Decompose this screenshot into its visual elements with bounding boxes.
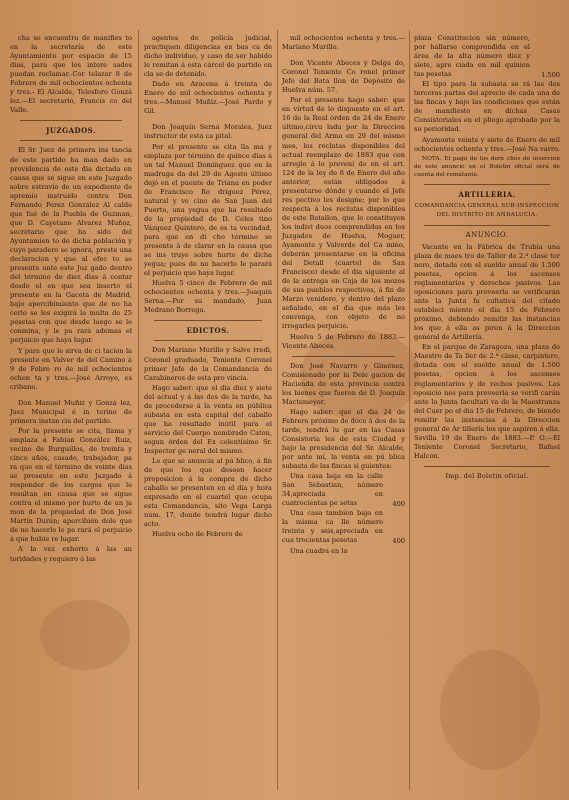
auction-item (282, 472, 405, 509)
notice-note: NOTA. El pago de los dere chos de insercion de este anuncio en el Boletin oficial será de cuenta del rematante. (414, 155, 560, 178)
column-1 (10, 34, 132, 565)
column-2 (144, 34, 272, 540)
notice-paragraph: Dado en Aracena á treinta de Enero de mil ochocientos ochenta y tres.—Manuel Muñiz.—José Pardo y Gil. (144, 80, 272, 116)
notice-heading: Don José Navarro y Giménez, Comisionado por la Dele gacion de Hacienda de esta provincia contra los bienes que fueron de D. Joaquín Mactemeyor. (282, 361, 405, 406)
auction-item (282, 509, 405, 546)
notice-paragraph: Huelva ocho de Febrero de (152, 530, 243, 539)
divider (424, 466, 550, 467)
divider (20, 120, 122, 121)
column-rule (138, 30, 139, 790)
auction-item-description: Una casa baja en la calle San Sebastian, número 34,apreciada en cuatrocientas pe setas (282, 472, 383, 508)
notice-paragraph: Hago saber: que el dia 24 de Febrero próximo de doce á dos de la tarde, tendrá lu gar en las Casas Consistoria les de esta Ciudad y bajo la presidencia del Sr. Alcalde, por ante mí, la venta en pú blica subasta de las fincas si guientes: (282, 407, 405, 471)
auction-item-amount: 1.500 (541, 71, 560, 80)
imprint-footer: Imp. del Boletin oficial. (445, 471, 529, 480)
notice-paragraph: El Sr. Juez de primera ins tancia de este partido ha man dado en providencia de este dia dictada en causa que se sigue en este Juzgado sobre estravío de un expediente de apremio instruido contra Don Fernando Pérez González Al calde que fué de la Puebla de Guzman, que D. Cayetano Alvarez Muñoz, secretario que ha sido del Ayuntamien to de dicha población y cuyo paradero se ignora, preste una declaracion y que al efec to se presente ante este Juz gado dentro del término de diez dias á contar desde el en que sea inserto el presente en la Gaceta de Madrid, bajo apercibimiento que de no ha cerlo se les exigirá la multa de 25 pesetas con que desde luego se le conmina, y le pa rará ademas el perjuicio que haya lugar. (10, 146, 132, 345)
notice-paragraph: cha se encuentra de manifies to en la secretaría de este Ayuntamiento por espacio de 15 dias, para que los intere sados puedan reclamar.-Cor telazar 8 de Febrero de mil ochocientos ochenta y tres.- El Alcalde, Telesforo Gonzá lez.—El secretario, Francis co del Valle. (10, 34, 132, 115)
notice-paragraph: A la vez exhorto á las au toridades y requiero á las (10, 545, 132, 563)
column-3 (282, 34, 405, 557)
notice-paragraph: En el parque de Zaragoza, una plaza de Maestro de Ta ller de 2.ª clase, carpintero, dotada con el sueldo anual de 1.500 pesetas, opcion á los ascensos reglamentarios y de rechos pasivos. Las oposicio nes para proveerla se verifi carán ante la Junta facultati va de la Maestranza del Cuer po el dia 15 de Febrero, de biendo remitir las instancias á la Direccion general de Ar tillería los que aspiren á ella. Sevilla 19 de Enero de 1883.—P. O.—El Teniente Coronel Secretario, Rafael Halcon. (414, 343, 560, 460)
section-subheading: COMANDANCIA GENERAL SUB-INSPECCION DEL DISTRITO DE ANDALUCIA. (414, 202, 560, 218)
notice-paragraph: El tipo para la subasta se rá las dos terceras partes del aprecio de cada una de las fincas y bajo las condiciones que están de manifiesto en dichas Casas Consistoriales en el pliego aprobado por la su perioridad. (414, 80, 560, 134)
notice-paragraph: Y para que le sirva de ci tacion la presente en Valver de del Camino á 9 de Febre ro de mil ochocientos ochen ta y tres.—José Arroyo, es cribano. (10, 346, 132, 391)
notice-paragraph: Ayamonte veinte y siete de Enero de mil ochocientos ochenta y tres.—José Na varro. (414, 135, 560, 153)
notice-paragraph: agentes de policía judicial, practiquen diligencias en bus ca de dicho individuo, y caso de ser habido le remitan á esta cárcel de partido en cla se de detenido. (144, 34, 272, 79)
notice-paragraph: mil ochocientos ochenta y tres.—Mariano Murillo. (282, 34, 405, 52)
notice-paragraph: Hago saber: que el dia diez y siete del actual y á las dos de la tarde, ha de procederse á la venta en pública subasta en esta capital del caballo que ha resultado inútil para el servicio del Cuerpo nombrado Caton, segun órden del Ex celentísimo Sr. Inspector ge neral del mismo. (144, 383, 272, 455)
notice-paragraph: Lo que se anuncia al pú blico, á fin de que los que deseen hacer proposicion á la compra de dicho caballo se presenten en el dia y hora expresado en el cuartel que ocupa esta Comandancia, sito Vega Larga núm. 17, donde tendrá lugar dicho acto. (144, 457, 272, 529)
notice-paragraph: Por el presente hago saber: que en virtud de lo dispuesto en el art. 16 de la Real órden de 24 de Enero último,circu lada por la Direccion general del Arma en 29 del mismo mes, los reclutas disponibles del actual reemplazo de 1883 que con arreglo á lo prevení do en el art. 124 de la ley de 8 de Enero del año anterior, están obligados á presentarse dónde y cuando el Jefe res pectivo les designe; por lo que respecta á los reclutas disponibles de este Batallon, que lo constituyen los indivi duos comprendidos en los Juzgados de Huelva, Moguer, Ayamonte y Valverde del Ca mino, deberán presentarse en la oficina del Detall (cuartel de San Francisco) desde el dia siguiente al de la entrega en Caja de los mozos de sus pueblos respectivos, á fin de Marzo venidero, y dentro del plazo señalado, en el dia que más les convenga, con objeto de no irrogarles perjuicio. (282, 96, 405, 331)
divider (20, 140, 122, 141)
auction-item (414, 34, 560, 80)
notice-paragraph: Por la presente se cita, llama y emplaza á Fabian González Ruiz, vecino de Burguillos, de treinta y cinco años, casado, trabajador, pa ra que en el término de veinte dias se presente en este Juzgado á responder de los cargos que le resultan en causa que se sigue contra el mismo por hurto de un ja mon de la propiedad de Don José Martín Durán; apercibién dole que de no hacerlo le pa rará el perjuicio á que hubie re lugar. (10, 426, 132, 544)
column-rule (409, 30, 410, 790)
divider (154, 320, 262, 321)
auction-item-description: plaza Constitucion sin número, por hallarse comprendida en el área de la alta número diez y siete, apre ciada en mil quinien tas pesetas (414, 34, 530, 79)
paper-stain (40, 600, 130, 670)
column-rule (277, 30, 278, 790)
column-4 (414, 34, 560, 484)
divider (424, 184, 550, 185)
section-heading-edictos: EDICTOS. (186, 326, 230, 336)
notice-heading: Don Mariano Murillo y Salve rredi, Coronel graduado, Teniente Coronel primer Jefe de la Comandancia de Carabineros de esta pro vincia. (144, 346, 272, 382)
notice-paragraph: Por el presente se cita lla ma y emplaza por término de quince dias á un tal Manuel Domínguez que en la madruga da del 29 de Agosto último dejó en el puente de Triana en poder de Francisco Ro dríguez Pérez, natural y ve cino de San Juan del Puerto, una yegua que ha resultado de la propiedad de D. Celes tino Vázquez Quintero, de es ta vecindad, para que en di cho término se presente á de clarar en la causa que se ins truye sobre hurto de dicha yegua; pues de no hacerlo le parará el perjuicio que haya lugar. (144, 142, 272, 278)
divider (424, 225, 550, 226)
notice-paragraph: Huelva 5 cinco de Febrero de mil ochocientos ochenta y tres.—Joaquin Serna.—Por su mandado, Juan Medrano Borrega. (144, 279, 272, 315)
divider (292, 356, 395, 357)
section-heading-anuncio: ANUNCIO. (465, 230, 509, 239)
section-heading-juzgados: JUZGADOS. (46, 126, 96, 136)
notice-paragraph: Vacante en la Fábrica de Trubia una plaza de maes tro de Taller de 2.ª clase tor nero, dotada con el sueldo anual de 1.500 pesetas, opcion á los ascensos reglamentarios y derechos pasivos. Las oposiciones para proveerla se verificarán ante la Junta fa cultativa del citado estableci miento el dia 15 de Febrero próximo, debiendo remitir las instancias los que á ella as piren á la Direccion general de Artillería. (414, 242, 560, 342)
notice-heading: Don Vicente Abeces y Delga do, Coronel Teniente Co ronel primer Jefe del Bata llon de Depósito de Huelva núm. 57. (282, 59, 405, 95)
divider (154, 340, 262, 341)
notice-heading: Don Joaquín Serna Morales, Juez instructor de esta ca pital. (144, 123, 272, 141)
section-heading-artilleria: ARTILLERIA. (458, 189, 516, 199)
auction-item-description: Una casa tambien baja en la misma ca lle número treinta y seis,apreciada en cua trocientas pesetas (282, 509, 383, 545)
notice-heading: Don Manuel Muñiz y Gonzá lez, Juez Municipal é in terino de primera instan cia del partido. (10, 398, 132, 425)
paper-stain (440, 650, 540, 770)
notice-paragraph: Una cuadra en la (290, 546, 348, 555)
notice-paragraph: Huelva 5 de Febrero de 1883.—Vicente Abeces. (282, 332, 405, 350)
auction-item-amount: 400 (392, 537, 405, 546)
auction-item-amount: 400 (392, 500, 405, 509)
